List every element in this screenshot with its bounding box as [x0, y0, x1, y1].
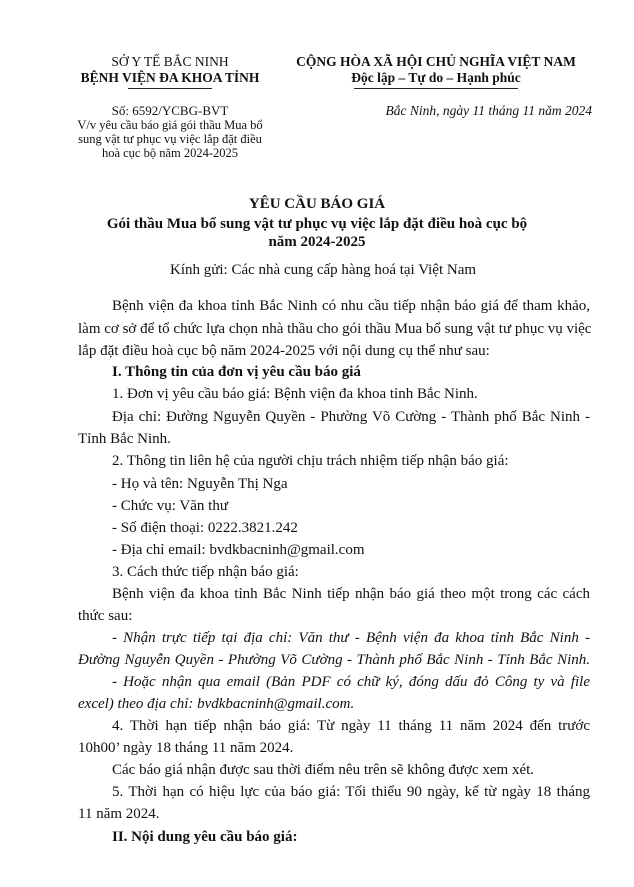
direct-delivery-line: Đường Nguyễn Quyền - Phường Võ Cường - Thành phố Bắc Ninh - Tỉnh Bắc Ninh.: [78, 652, 590, 668]
intro-line: Bệnh viện đa khoa tỉnh Bắc Ninh có nhu cầu tiếp nhận báo giá để tham khảo,: [112, 298, 590, 314]
subject-line: hoà cục bộ năm 2024-2025: [101, 146, 239, 160]
email-delivery-line: excel) theo địa chỉ: bvdkbacninh@gmail.com.: [78, 696, 355, 712]
subtitle-line: năm 2024-2025: [268, 234, 366, 250]
recipient: Kính gửi: Các nhà cung cấp hàng hoá tại Việt Nam: [170, 262, 477, 278]
contact-position: - Chức vụ: Văn thư: [112, 498, 228, 514]
deadline-line: 10h00’ ngày 18 tháng 11 năm 2024.: [78, 740, 294, 756]
org-name: BỆNH VIỆN ĐA KHOA TỈNH: [80, 70, 260, 85]
subject-line: V/v yêu cầu báo giá gói thầu Mua bổ: [77, 118, 263, 132]
direct-delivery-line: - Nhận trực tiếp tại địa chỉ: Văn thư - Bệnh viện đa khoa tỉnh Bắc Ninh -: [112, 630, 590, 646]
subtitle-line: Gói thầu Mua bổ sung vật tư phục vụ việc lắp đặt điều hoà cục bộ: [106, 216, 528, 232]
org-underline: [128, 88, 212, 89]
subject-line: sung vật tư phục vụ việc lắp đặt điều: [78, 132, 262, 146]
contact-heading: 2. Thông tin liên hệ của người chịu trách nhiệm tiếp nhận báo giá:: [112, 453, 509, 469]
document-subtitle: [0, 215, 634, 251]
place-date: Bắc Ninh, ngày 11 tháng 11 năm 2024: [385, 103, 592, 118]
late-note: Các báo giá nhận được sau thời điểm nêu trên sẽ không được xem xét.: [112, 762, 535, 778]
country-name: CỘNG HÒA XÃ HỘI CHỦ NGHĨA VIỆT NAM: [296, 54, 576, 69]
section-2-title: II. Nội dung yêu cầu báo giá:: [112, 829, 298, 845]
intro-line: lắp đặt điều hoà cục bộ năm 2024-2025 với nội dung cụ thể như sau:: [78, 343, 490, 359]
contact-name: - Họ và tên: Nguyễn Thị Nga: [112, 476, 288, 492]
contact-phone: - Số điện thoại: 0222.3821.242: [112, 520, 298, 536]
reference-number: Số: 6592/YCBG-BVT: [111, 103, 229, 118]
email-delivery-line: - Hoặc nhận qua email (Bản PDF có chữ ký, đóng dấu đỏ Công ty và file: [112, 674, 590, 690]
intro-line: làm cơ sở để tổ chức lựa chọn nhà thầu cho gói thầu Mua bổ sung vật tư phục vụ việc: [78, 321, 592, 337]
motto-underline: [354, 88, 518, 89]
national-header: [286, 54, 586, 86]
contact-email: - Địa chỉ email: bvdkbacninh@gmail.com: [112, 542, 365, 558]
org-parent: SỞ Y TẾ BẮC NINH: [111, 54, 229, 69]
receiving-method-line: thức sau:: [78, 608, 133, 624]
motto: Độc lập – Tự do – Hạnh phúc: [351, 70, 521, 85]
section-1-title: I. Thông tin của đơn vị yêu cầu báo giá: [112, 364, 361, 380]
document-title: YÊU CẦU BÁO GIÁ: [248, 196, 386, 212]
subject-block: [50, 118, 290, 160]
address-line: Tỉnh Bắc Ninh.: [78, 431, 171, 447]
receiving-method-heading: 3. Cách thức tiếp nhận báo giá:: [112, 564, 299, 580]
receiving-method-line: Bệnh viện đa khoa tỉnh Bắc Ninh tiếp nhận báo giá theo một trong các cách: [112, 586, 590, 602]
address-line: Địa chỉ: Đường Nguyễn Quyền - Phường Võ Cường - Thành phố Bắc Ninh -: [112, 409, 590, 425]
requester-unit: 1. Đơn vị yêu cầu báo giá: Bệnh viện đa khoa tỉnh Bắc Ninh.: [112, 386, 478, 402]
validity-line: 11 năm 2024.: [78, 806, 160, 822]
validity-line: 5. Thời hạn có hiệu lực của báo giá: Tối thiểu 90 ngày, kể từ ngày 18 tháng: [112, 784, 590, 800]
deadline-line: 4. Thời hạn tiếp nhận báo giá: Từ ngày 11 tháng 11 năm 2024 đến trước: [112, 718, 590, 734]
org-header: [50, 54, 290, 86]
